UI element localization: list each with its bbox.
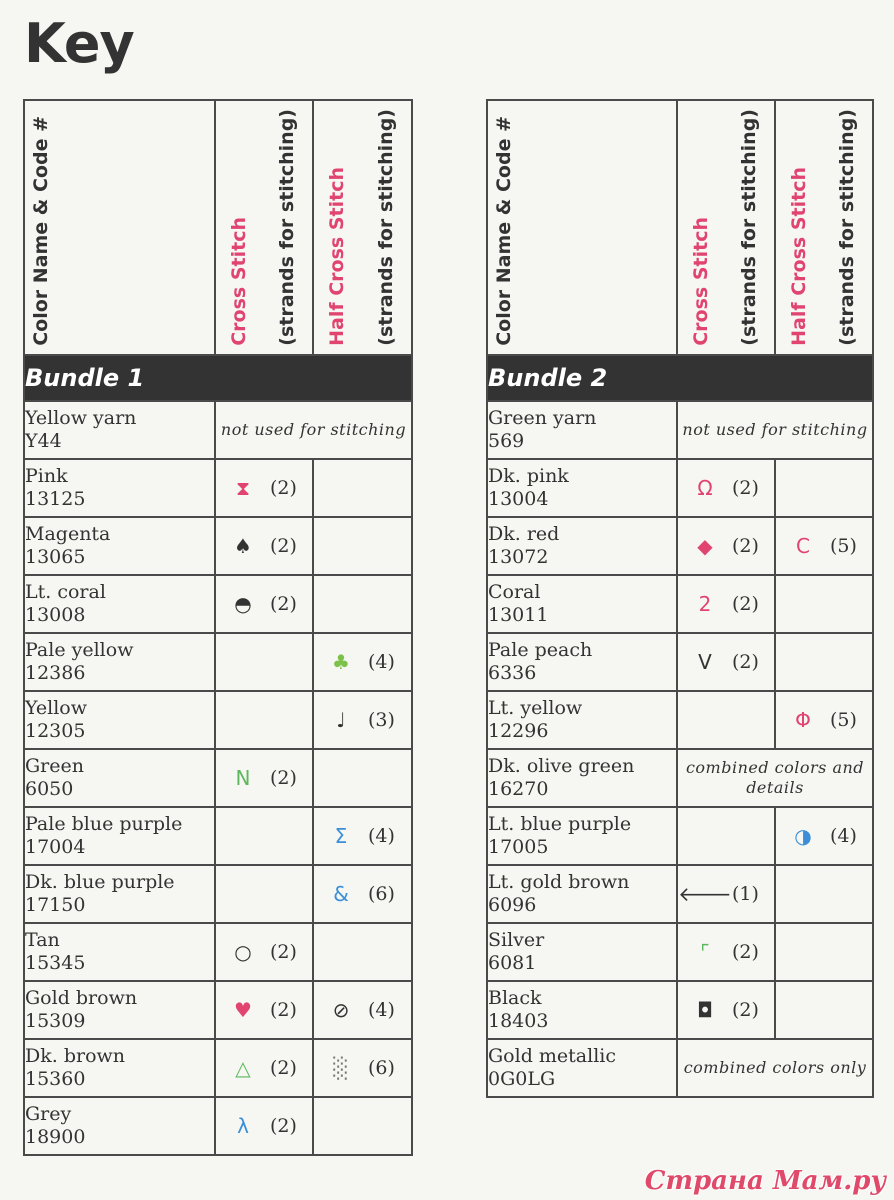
half-stitch-entry xyxy=(776,808,872,864)
color-name: Grey xyxy=(25,1102,72,1125)
usage-note: not used for stitching xyxy=(215,401,412,459)
cross-stitch-entry xyxy=(678,866,774,922)
cross-stitch-cell xyxy=(677,865,775,923)
header-cross-label: Cross Stitch xyxy=(690,216,713,346)
c-symbol-icon: C xyxy=(796,533,810,558)
table-row xyxy=(24,691,412,749)
color-name-cell xyxy=(24,1097,215,1155)
table-row xyxy=(24,1039,412,1097)
color-name-cell xyxy=(487,923,677,981)
color-name-cell xyxy=(487,517,677,575)
color-code: 12296 xyxy=(488,719,549,742)
color-code: 13125 xyxy=(25,487,86,510)
table-row xyxy=(487,749,873,807)
color-name: Coral xyxy=(488,580,541,603)
triangle-symbol-icon: △ xyxy=(235,1055,251,1080)
usage-note: not used for stitching xyxy=(677,401,873,459)
lambda-symbol-icon: λ xyxy=(237,1113,249,1138)
color-name-cell xyxy=(24,517,215,575)
color-code: 0G0LG xyxy=(488,1067,556,1090)
strand-count: (5) xyxy=(830,534,857,557)
color-name: Green xyxy=(25,754,84,777)
strand-count: (1) xyxy=(732,882,759,905)
color-code: 13065 xyxy=(25,545,86,568)
color-name: Dk. olive green xyxy=(488,754,635,777)
color-name: Pink xyxy=(25,464,68,487)
hourglass-symbol-icon: ⧗ xyxy=(235,475,251,500)
cross-stitch-entry xyxy=(678,518,774,574)
cross-stitch-cell xyxy=(677,807,775,865)
color-name: Dk. brown xyxy=(25,1044,126,1067)
table-row xyxy=(487,807,873,865)
half-stitch-entry xyxy=(314,1040,411,1096)
cross-stitch-cell xyxy=(215,749,313,807)
cross-stitch-cell xyxy=(677,923,775,981)
bundle-row xyxy=(487,355,873,401)
color-name: Magenta xyxy=(25,522,111,545)
v-symbol-icon: V xyxy=(698,649,712,674)
half-stitch-cell xyxy=(775,575,873,633)
color-name: Pale peach xyxy=(488,638,593,661)
color-name: Lt. blue purple xyxy=(488,812,632,835)
table-row xyxy=(487,1039,873,1097)
diamond-symbol-icon: ◆ xyxy=(697,533,713,558)
inverse-bullet-symbol-icon: ◘ xyxy=(697,997,713,1022)
half-stitch-entry xyxy=(314,866,411,922)
color-name: Gold metallic xyxy=(488,1044,616,1067)
half-stitch-cell xyxy=(313,459,412,517)
strand-count: (2) xyxy=(270,1056,297,1079)
header-cross-cell xyxy=(677,100,775,355)
two-symbol-icon: 2 xyxy=(698,591,712,616)
color-code: 12305 xyxy=(25,719,86,742)
cross-stitch-entry xyxy=(216,982,312,1038)
header-half-wrap xyxy=(314,101,411,354)
cross-stitch-entry xyxy=(678,576,774,632)
color-code: 569 xyxy=(488,429,525,452)
strand-count: (2) xyxy=(270,534,297,557)
table-row xyxy=(487,865,873,923)
header-cross-wrap xyxy=(216,101,312,354)
color-name-cell xyxy=(487,981,677,1039)
color-name-cell xyxy=(24,1039,215,1097)
header-half-label: Half Cross Stitch xyxy=(326,166,349,346)
header-name-cell xyxy=(24,100,215,355)
phi-symbol-icon: Φ xyxy=(795,707,811,732)
half-stitch-cell xyxy=(313,1097,412,1155)
table-row xyxy=(24,633,412,691)
cross-stitch-cell xyxy=(215,1097,313,1155)
bundle-row xyxy=(24,355,412,401)
strand-count: (4) xyxy=(368,650,395,673)
half-stitch-entry xyxy=(314,634,411,690)
half-circle-symbol-icon: ◑ xyxy=(794,823,812,848)
color-name-cell xyxy=(24,633,215,691)
cross-stitch-cell xyxy=(215,807,313,865)
half-stitch-cell xyxy=(313,807,412,865)
color-name-cell xyxy=(487,749,677,807)
header-name-cell xyxy=(487,100,677,355)
cross-stitch-cell xyxy=(677,633,775,691)
table-row xyxy=(24,1097,412,1155)
color-name-cell xyxy=(487,865,677,923)
slashed-oval-symbol-icon: ⊘ xyxy=(332,997,350,1022)
color-name: Yellow xyxy=(25,696,87,719)
header-half-wrap xyxy=(776,101,872,354)
strand-count: (4) xyxy=(368,998,395,1021)
left-arrow-symbol-icon: 🡐 xyxy=(678,881,732,906)
color-code: 13008 xyxy=(25,603,86,626)
table-row xyxy=(24,981,412,1039)
header-strands-label: (strands for stitching) xyxy=(738,109,761,346)
color-name: Lt. coral xyxy=(25,580,106,603)
color-name: Black xyxy=(488,986,542,1009)
table-row xyxy=(24,923,412,981)
cross-stitch-entry xyxy=(216,1098,312,1154)
half-stitch-cell xyxy=(775,517,873,575)
color-name: Lt. gold brown xyxy=(488,870,630,893)
bundle-label: Bundle 2 xyxy=(487,355,873,401)
color-code: 13011 xyxy=(488,603,549,626)
color-name: Gold brown xyxy=(25,986,138,1009)
color-name: Green yarn xyxy=(488,406,597,429)
color-code: 6336 xyxy=(488,661,537,684)
strand-count: (2) xyxy=(732,998,759,1021)
color-name-cell xyxy=(487,575,677,633)
color-name-cell xyxy=(487,459,677,517)
half-stitch-cell xyxy=(313,691,412,749)
color-code: 12386 xyxy=(25,661,86,684)
spade-symbol-icon: ♠ xyxy=(234,533,252,558)
strand-count: (2) xyxy=(270,592,297,615)
color-name: Yellow yarn xyxy=(25,406,137,429)
strand-count: (2) xyxy=(732,592,759,615)
half-stitch-cell xyxy=(313,517,412,575)
cross-stitch-cell xyxy=(215,575,313,633)
cross-stitch-entry xyxy=(678,460,774,516)
color-code: 18403 xyxy=(488,1009,549,1032)
cross-stitch-entry xyxy=(678,634,774,690)
half-stitch-entry xyxy=(776,518,872,574)
color-name-cell xyxy=(24,459,215,517)
header-cross-cell xyxy=(215,100,313,355)
header-color-name: Color Name & Code # xyxy=(493,115,515,346)
half-stitch-cell xyxy=(775,923,873,981)
color-code: 15360 xyxy=(25,1067,86,1090)
dotted-square-symbol-icon: ░ xyxy=(333,1055,349,1080)
cross-stitch-entry xyxy=(678,924,774,980)
half-stitch-cell xyxy=(313,865,412,923)
table-row xyxy=(487,691,873,749)
color-code: 6081 xyxy=(488,951,537,974)
color-name: Pale blue purple xyxy=(25,812,183,835)
half-stitch-entry xyxy=(314,982,411,1038)
usage-note: combined colors only xyxy=(677,1039,873,1097)
cross-stitch-cell xyxy=(215,981,313,1039)
cross-stitch-cell xyxy=(677,981,775,1039)
cross-stitch-entry xyxy=(216,518,312,574)
table-row xyxy=(487,517,873,575)
half-stitch-entry xyxy=(314,808,411,864)
table-row xyxy=(487,633,873,691)
page-title: Key xyxy=(24,12,134,75)
cross-stitch-cell xyxy=(215,459,313,517)
color-name: Pale yellow xyxy=(25,638,134,661)
table-row xyxy=(24,575,412,633)
color-name-cell xyxy=(24,981,215,1039)
color-name-cell xyxy=(24,865,215,923)
color-name: Dk. blue purple xyxy=(25,870,175,893)
table-row xyxy=(487,575,873,633)
header-cross-wrap xyxy=(678,101,774,354)
strand-count: (3) xyxy=(368,708,395,731)
half-stitch-cell xyxy=(775,459,873,517)
half-dome-symbol-icon: ◓ xyxy=(234,591,252,616)
header-strands-label: (strands for stitching) xyxy=(374,109,397,346)
half-stitch-cell xyxy=(313,923,412,981)
n-symbol-icon: N xyxy=(235,765,251,790)
color-code: 6096 xyxy=(488,893,537,916)
cross-stitch-entry xyxy=(216,924,312,980)
color-code: 17150 xyxy=(25,893,86,916)
strand-count: (2) xyxy=(732,650,759,673)
table-row xyxy=(487,981,873,1039)
header-row xyxy=(24,100,412,355)
color-name-cell xyxy=(487,401,677,459)
half-stitch-cell xyxy=(313,981,412,1039)
cross-stitch-entry xyxy=(216,576,312,632)
color-name-cell xyxy=(24,575,215,633)
cross-stitch-cell xyxy=(215,517,313,575)
header-row xyxy=(487,100,873,355)
header-half-cell xyxy=(775,100,873,355)
note-symbol-icon: ♩ xyxy=(336,707,346,732)
usage-note: combined colors and details xyxy=(677,749,873,807)
color-name: Dk. pink xyxy=(488,464,569,487)
corner-symbol-icon: ⌜ xyxy=(700,939,710,964)
strand-count: (2) xyxy=(270,1114,297,1137)
table-row xyxy=(24,401,412,459)
color-code: Y44 xyxy=(25,429,62,452)
half-stitch-cell xyxy=(313,1039,412,1097)
half-stitch-cell xyxy=(313,575,412,633)
color-name-cell xyxy=(24,923,215,981)
half-stitch-cell xyxy=(775,865,873,923)
strand-count: (2) xyxy=(732,534,759,557)
cross-stitch-cell xyxy=(677,459,775,517)
color-code: 18900 xyxy=(25,1125,86,1148)
table-row xyxy=(487,401,873,459)
strand-count: (6) xyxy=(368,1056,395,1079)
omega-symbol-icon: Ω xyxy=(697,475,713,500)
club-symbol-icon: ♣ xyxy=(332,649,350,674)
color-name: Tan xyxy=(25,928,60,951)
cross-stitch-entry xyxy=(216,750,312,806)
half-stitch-cell xyxy=(775,981,873,1039)
sigma-symbol-icon: Σ xyxy=(334,823,348,848)
table-row xyxy=(24,517,412,575)
strand-count: (6) xyxy=(368,882,395,905)
cross-stitch-cell xyxy=(677,691,775,749)
color-name: Silver xyxy=(488,928,545,951)
color-code: 15309 xyxy=(25,1009,86,1032)
ampersand-symbol-icon: & xyxy=(333,881,349,906)
strand-count: (2) xyxy=(270,940,297,963)
circle-symbol-icon: ○ xyxy=(234,939,252,964)
table-row xyxy=(24,459,412,517)
color-name-cell xyxy=(24,807,215,865)
color-code: 17005 xyxy=(488,835,549,858)
cross-stitch-cell xyxy=(215,865,313,923)
color-name: Dk. red xyxy=(488,522,560,545)
table-row xyxy=(487,923,873,981)
header-half-label: Half Cross Stitch xyxy=(788,166,811,346)
half-stitch-cell xyxy=(775,633,873,691)
color-code: 16270 xyxy=(488,777,549,800)
table-row xyxy=(24,807,412,865)
cross-stitch-cell xyxy=(215,633,313,691)
color-code: 6050 xyxy=(25,777,74,800)
half-stitch-cell xyxy=(775,807,873,865)
half-stitch-entry xyxy=(314,692,411,748)
strand-count: (2) xyxy=(270,998,297,1021)
table-row xyxy=(487,459,873,517)
heart-symbol-icon: ♥ xyxy=(234,997,252,1022)
watermark-logo: Страна Мам.ру xyxy=(644,1166,886,1196)
bundle-2-table xyxy=(486,99,874,1098)
strand-count: (4) xyxy=(830,824,857,847)
cross-stitch-entry xyxy=(216,460,312,516)
header-strands-label: (strands for stitching) xyxy=(276,109,299,346)
strand-count: (5) xyxy=(830,708,857,731)
color-name-cell xyxy=(487,691,677,749)
color-name-cell xyxy=(487,1039,677,1097)
strand-count: (2) xyxy=(270,476,297,499)
color-name-cell xyxy=(487,807,677,865)
color-code: 15345 xyxy=(25,951,86,974)
bundle-1-table xyxy=(23,99,413,1156)
color-name-cell xyxy=(24,691,215,749)
color-name-cell xyxy=(24,401,215,459)
cross-stitch-cell xyxy=(215,1039,313,1097)
strand-count: (4) xyxy=(368,824,395,847)
color-code: 13004 xyxy=(488,487,549,510)
color-name-cell xyxy=(487,633,677,691)
cross-stitch-cell xyxy=(215,923,313,981)
header-half-cell xyxy=(313,100,412,355)
half-stitch-cell xyxy=(775,691,873,749)
header-strands-label: (strands for stitching) xyxy=(836,109,859,346)
color-name-cell xyxy=(24,749,215,807)
half-stitch-cell xyxy=(313,749,412,807)
color-code: 13072 xyxy=(488,545,549,568)
half-stitch-entry xyxy=(776,692,872,748)
half-stitch-cell xyxy=(313,633,412,691)
color-code: 17004 xyxy=(25,835,86,858)
cross-stitch-cell xyxy=(215,691,313,749)
cross-stitch-cell xyxy=(677,517,775,575)
header-cross-label: Cross Stitch xyxy=(228,216,251,346)
strand-count: (2) xyxy=(270,766,297,789)
table-row xyxy=(24,749,412,807)
bundle-label: Bundle 1 xyxy=(24,355,412,401)
cross-stitch-entry xyxy=(216,1040,312,1096)
color-name: Lt. yellow xyxy=(488,696,583,719)
strand-count: (2) xyxy=(732,476,759,499)
header-color-name: Color Name & Code # xyxy=(30,115,52,346)
cross-stitch-cell xyxy=(677,575,775,633)
cross-stitch-entry xyxy=(678,982,774,1038)
strand-count: (2) xyxy=(732,940,759,963)
table-row xyxy=(24,865,412,923)
